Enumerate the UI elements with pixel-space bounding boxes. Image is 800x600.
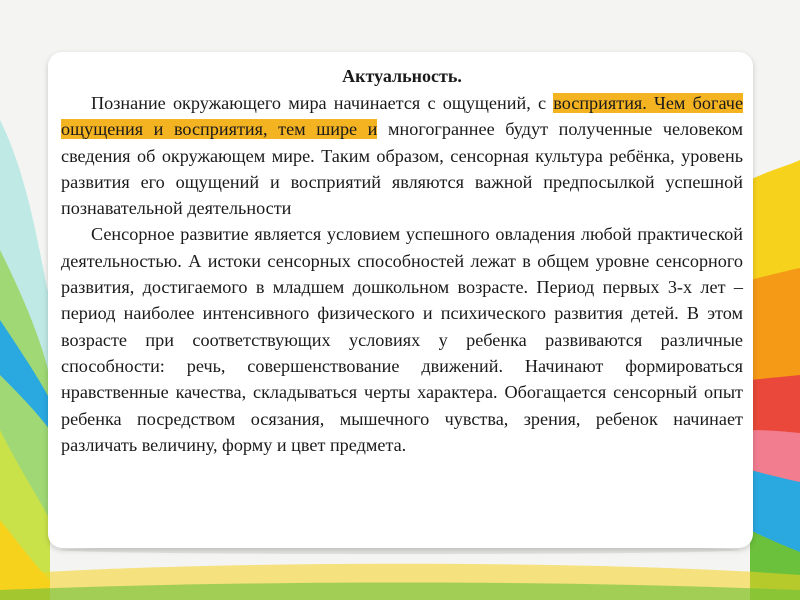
paragraph-1-rest: многограннее будут полученные человеком сведения об окружающем мире. Таким образом, сенсорная культура ребёнка, уровень развития его ощущений и восприятий являются важной предпосылкой успешной познавательной деятельности: [61, 119, 743, 219]
paragraph-1-highlight: восприятия. Чем богаче ощущения и восприятия, тем шире и: [61, 93, 744, 140]
paragraph-1: [61, 90, 743, 221]
content-card: [48, 52, 753, 548]
slide-title: Актуальность.: [342, 66, 462, 86]
paragraph-2: Сенсорное развитие является условием успешного овладения любой практической деятельностью. А истоки сенсорных способностей лежат в общем уровне сенсорного развития, достигаемого в младшем дошкольном возрасте. Период первых 3-х лет – период наиболее интенсивного физического и психического развития детей. В этом возрасте при соответствующих условиях у ребенка развиваются различные способности: речь, совершенствование движений. Начинают формироваться нравственные качества, складываться черты характера. Обогащается сенсорный опыт ребенка посредством осязания, мышечного чувства, зрения, ребенок начинает различать величину, форму и цвет предмета.: [61, 224, 743, 455]
paragraph-1-start: Познание окружающего мира начинается с ощущений, с: [91, 93, 554, 113]
